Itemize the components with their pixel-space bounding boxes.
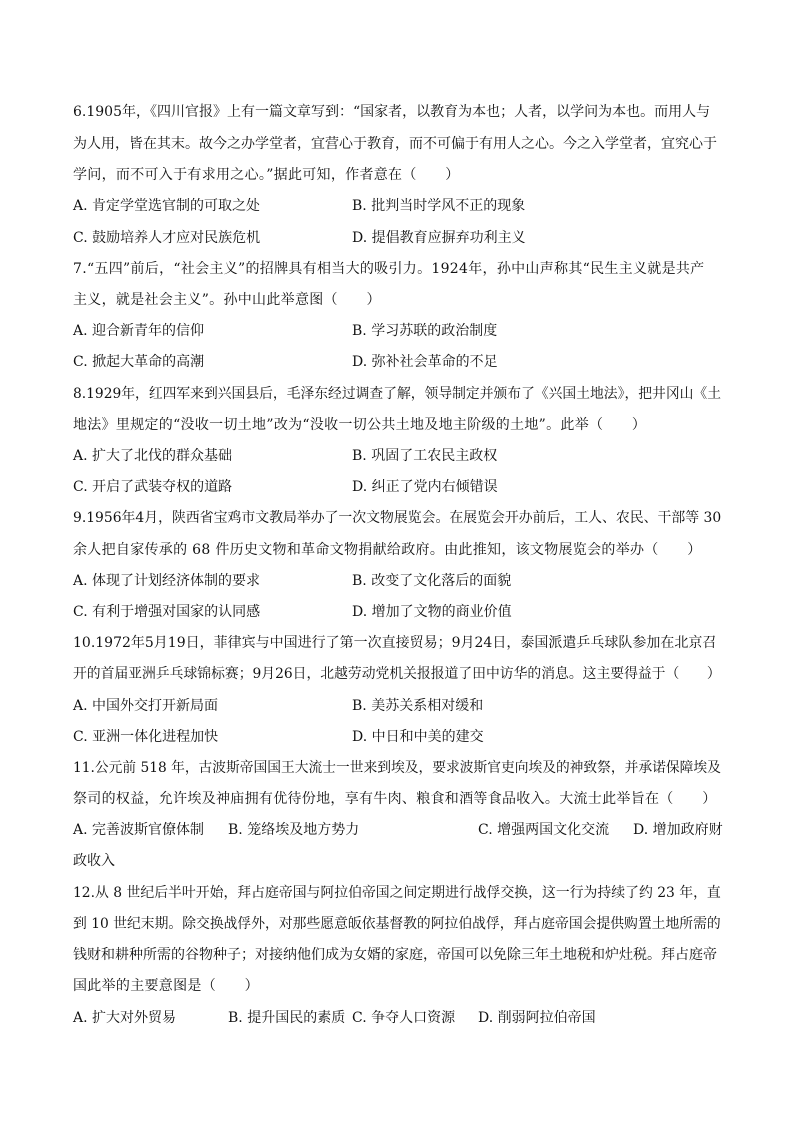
question-8-stem-line-1: 8.1929年，红四军来到兴国县后，毛泽东经过调查了解，领导制定并颁布了《兴国土地法》，把井冈山《土 <box>73 386 721 402</box>
question-10-option-a: A. 中国外交打开新局面 <box>73 698 219 714</box>
question-6-stem-line-2: 为人用，皆在其末。故今之办学堂者，宜营心于教育，而不可偏于有用人之心。今之入学堂者，宜究心于 <box>73 136 717 152</box>
question-9-option-b: B. 改变了文化落后的面貌 <box>352 573 512 589</box>
question-12-option-d: D. 削弱阿拉伯帝国 <box>478 1010 596 1026</box>
question-6-option-a: A. 肯定学堂选官制的可取之处 <box>73 198 261 214</box>
question-8-option-b: B. 巩固了工农民主政权 <box>352 448 498 464</box>
question-10-option-d: D. 中日和中美的建交 <box>352 729 484 745</box>
question-11-stem-line-1: 11.公元前 518 年，古波斯帝国国王大流士一世来到埃及，要求波斯官吏向埃及的神致祭，并承诺保障埃及 <box>73 760 721 776</box>
question-11-option-d-wrap: 政收入 <box>73 853 115 869</box>
question-12-option-b: B. 提升国民的素质 <box>228 1010 346 1026</box>
question-12-stem-line-3: 钱财和耕种所需的谷物种子；对接纳他们成为女婿的家庭，帝国可以免除三年土地税和炉灶税。拜占庭帝 <box>73 947 717 963</box>
question-11-stem-line-2: 祭司的权益，允许埃及神庙拥有优待份地，享有牛肉、粮食和酒等食品收入。大流士此举旨在（ ） <box>73 791 717 807</box>
question-7-stem-line-2: 主义，就是社会主义”。孙中山此举意图（ ） <box>73 292 381 308</box>
question-12-stem-line-4: 国此举的主要意图是（ ） <box>73 978 259 994</box>
question-7-option-d: D. 弥补社会革命的不足 <box>352 354 498 370</box>
question-12-option-c: C. 争夺人口资源 <box>352 1010 456 1026</box>
question-11-option-c: C. 增强两国文化交流 <box>478 822 610 838</box>
question-6-option-d: D. 提倡教育应摒弃功利主义 <box>352 230 526 246</box>
question-9-option-c: C. 有利于增强对国家的认同感 <box>73 604 261 620</box>
question-7-option-b: B. 学习苏联的政治制度 <box>352 323 498 339</box>
question-11-option-a: A. 完善波斯官僚体制 <box>73 822 205 838</box>
question-11-option-d: D. 增加政府财 <box>633 822 723 838</box>
question-7-option-c: C. 掀起大革命的高潮 <box>73 354 205 370</box>
question-9-stem-line-1: 9.1956年4月，陕西省宝鸡市文教局举办了一次文物展览会。在展览会开办前后，工人、农民、干部等 30 <box>73 510 722 526</box>
question-12-stem-line-2: 到 10 世纪末期。除交换战俘外，对那些愿意皈依基督教的阿拉伯战俘，拜占庭帝国会提供购置土地所需的 <box>73 916 721 932</box>
question-8-option-c: C. 开启了武装夺权的道路 <box>73 479 233 495</box>
question-10-option-b: B. 美苏关系相对缓和 <box>352 698 484 714</box>
question-11-option-b: B. 笼络埃及地方势力 <box>228 822 360 838</box>
question-12-option-a: A. 扩大对外贸易 <box>73 1010 177 1026</box>
question-6-option-b: B. 批判当时学风不正的现象 <box>352 198 526 214</box>
question-12-stem-line-1: 12.从 8 世纪后半叶开始，拜占庭帝国与阿拉伯帝国之间定期进行战俘交换，这一行为持续了约 23 年，直 <box>73 885 721 901</box>
question-9-option-d: D. 增加了文物的商业价值 <box>352 604 512 620</box>
question-10-stem-line-2: 开的首届亚洲乒乓球锦标赛；9月26日，北越劳动党机关报报道了田中访华的消息。这主要得益于（ ） <box>73 666 721 682</box>
question-6-stem-line-3: 学问，而不可入于有求用之心。”据此可知，作者意在（ ） <box>73 167 460 183</box>
question-10-stem-line-1: 10.1972年5月19日，菲律宾与中国进行了第一次直接贸易；9月24日，泰国派遣乒乓球队参加在北京召 <box>73 635 717 651</box>
question-10-option-c: C. 亚洲一体化进程加快 <box>73 729 219 745</box>
question-9-option-a: A. 体现了计划经济体制的要求 <box>73 573 261 589</box>
question-9-stem-line-2: 余人把自家传承的 68 件历史文物和革命文物捐献给政府。由此推知，该文物展览会的举办（ ） <box>73 542 702 558</box>
question-7-option-a: A. 迎合新青年的信仰 <box>73 323 205 339</box>
question-8-stem-line-2: 地法》里规定的“没收一切土地”改为“没收一切公共土地及地主阶级的土地”。此举（ ） <box>73 417 647 433</box>
question-8-option-a: A. 扩大了北伐的群众基础 <box>73 448 233 464</box>
question-8-option-d: D. 纠正了党内右倾错误 <box>352 479 498 495</box>
question-7-stem-line-1: 7.“五四”前后，“社会主义”的招牌具有相当大的吸引力。1924年，孙中山声称其“民生主义就是共产 <box>73 261 705 277</box>
question-6-stem-line-1: 6.1905年，《四川官报》上有一篇文章写到：“国家者，以教育为本也；人者，以学问为本也。而用人与 <box>73 104 711 120</box>
question-6-option-c: C. 鼓励培养人才应对民族危机 <box>73 230 261 246</box>
